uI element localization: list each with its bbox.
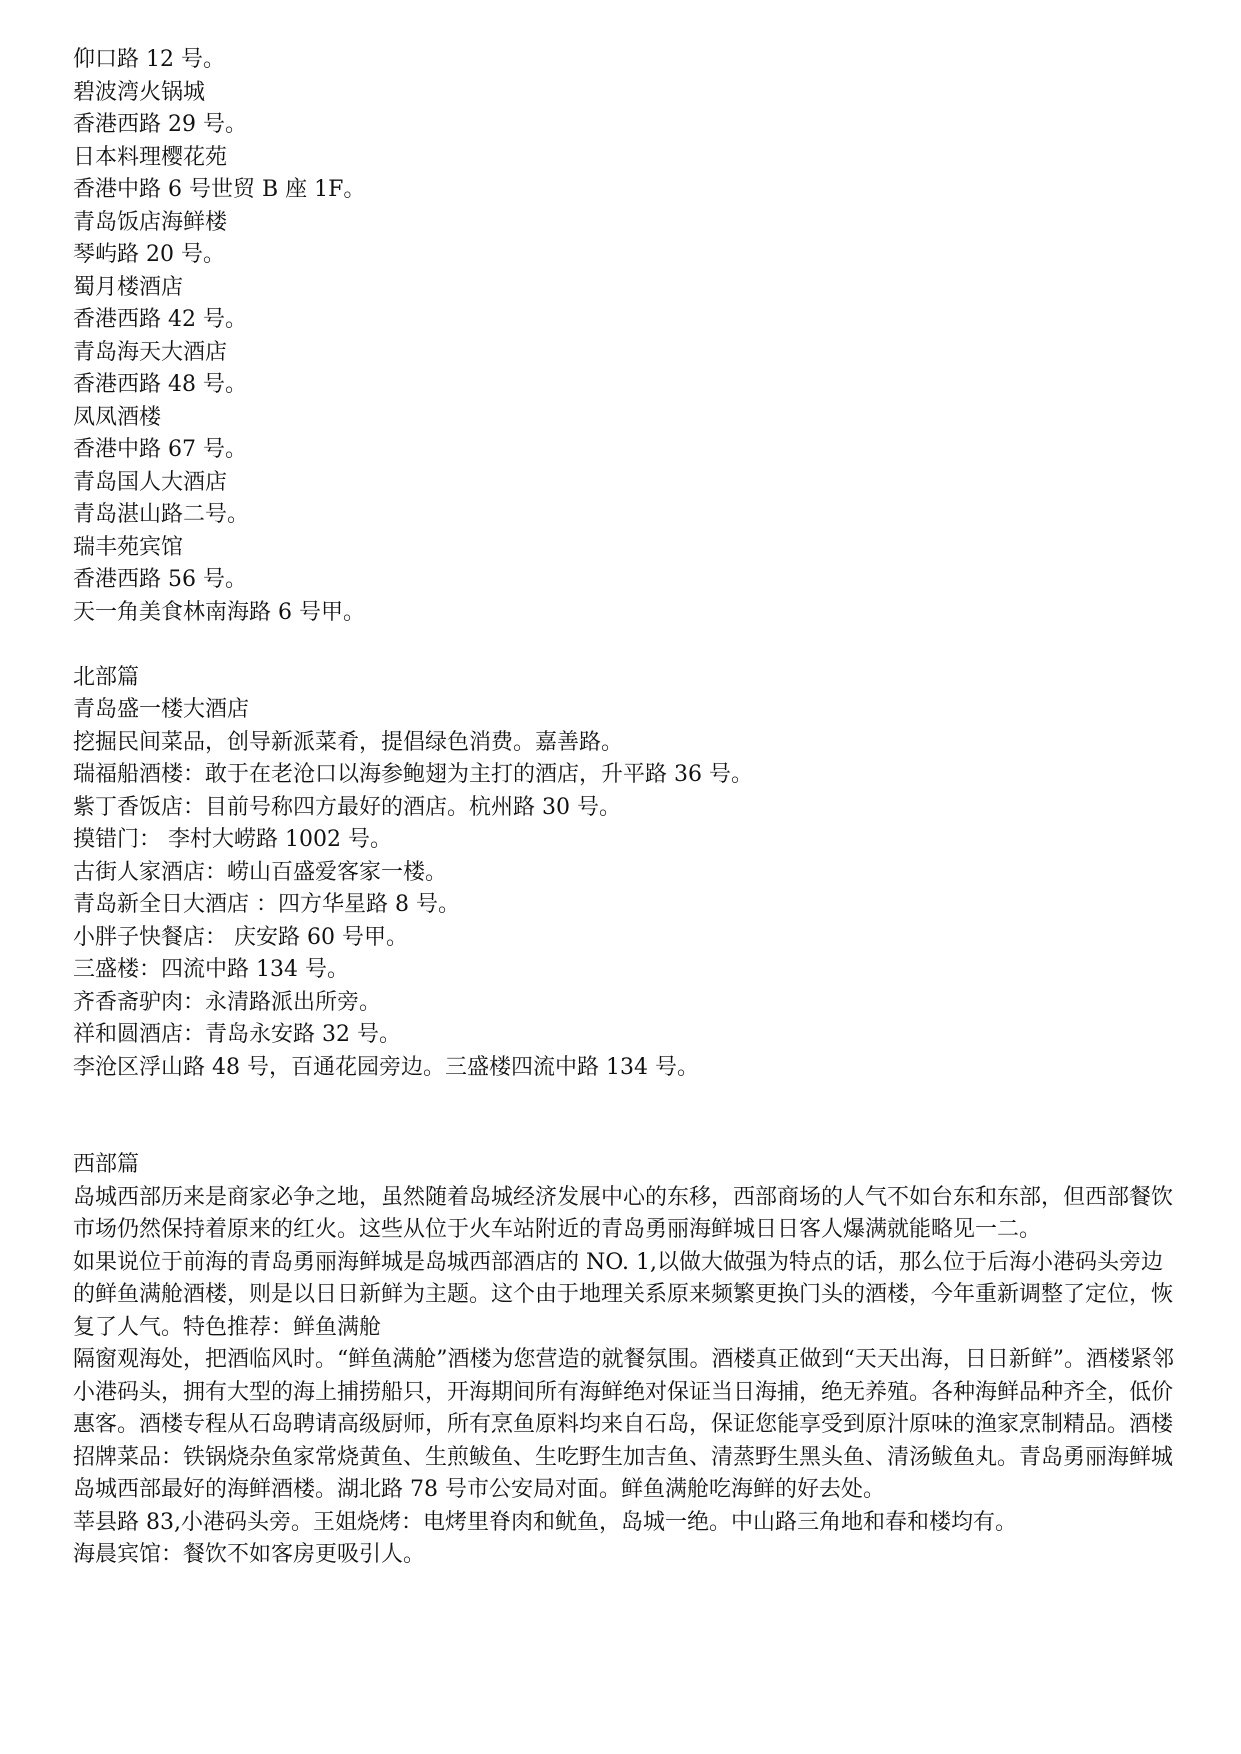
list-line: 挖掘民间菜品，创导新派菜肴，提倡绿色消费。嘉善路。 [73, 729, 624, 755]
paragraph: 岛城西部历来是商家必争之地，虽然随着岛城经济发展中心的东移，西部商场的人气不如台东和东部，但西部餐饮市场仍然保持着原来的红火。这些从位于火车站附近的青岛勇丽海鲜城日日客人爆满就能略见一二。 [73, 1184, 1174, 1242]
list-line: 祥和圆酒店：青岛永安路 32 号。 [73, 1022, 401, 1047]
list-line: 三盛楼：四流中路 134 号。 [73, 957, 349, 982]
paragraph: 莘县路 83,小港码头旁。王姐烧烤：电烤里脊肉和鱿鱼，岛城一绝。中山路三角地和春和楼均有。 [73, 1509, 1017, 1535]
list-line: 瑞丰苑宾馆 [73, 534, 184, 560]
list-line: 碧波湾火锅城 [73, 79, 206, 105]
list-line: 青岛海天大酒店 [73, 339, 228, 365]
list-line: 摸错门： 李村大崂路 1002 号。 [73, 827, 392, 852]
paragraph: 岛城西部最好的海鲜酒楼。湖北路 78 号市公安局对面。鲜鱼满舱吃海鲜的好去处。 [73, 1477, 885, 1502]
list-line: 青岛湛山路二号。 [73, 502, 250, 527]
document-page [73, 44, 1183, 1572]
list-line: 青岛国人大酒店 [73, 469, 228, 495]
section-heading-west: 西部篇 [73, 1152, 140, 1177]
list-line: 齐香斋驴肉：永清路派出所旁。 [73, 989, 382, 1015]
list-line: 香港西路 48 号。 [73, 372, 247, 397]
section-heading-north: 北部篇 [73, 664, 140, 690]
paragraph: 海晨宾馆：餐饮不如客房更吸引人。 [73, 1542, 426, 1567]
list-line: 香港西路 56 号。 [73, 567, 247, 592]
list-line: 李沧区浮山路 48 号，百通花园旁边。三盛楼四流中路 134 号。 [73, 1054, 699, 1080]
list-line: 凤凤酒楼 [73, 404, 162, 430]
list-line: 香港西路 29 号。 [73, 112, 247, 137]
list-line: 小胖子快餐店： 庆安路 60 号甲。 [73, 924, 408, 950]
list-line: 紫丁香饭店：目前号称四方最好的酒店。杭州路 30 号。 [73, 794, 621, 820]
north-section [73, 662, 1183, 1085]
section-spacer [73, 629, 1183, 662]
list-line: 瑞福船酒楼：敢于在老沧口以海参鲍翅为主打的酒店，升平路 36 号。 [73, 762, 753, 787]
list-line: 香港西路 42 号。 [73, 307, 247, 332]
list-line: 香港中路 6 号世贸 B 座 1F。 [73, 177, 366, 202]
list-line: 蜀月楼酒店 [73, 274, 184, 300]
list-line: 青岛新全日大酒店 ：四方华星路 8 号。 [73, 892, 460, 917]
list-line: 香港中路 67 号。 [73, 437, 247, 462]
paragraph: 如果说位于前海的青岛勇丽海鲜城是岛城西部酒店的 NO. 1,以做大做强为特点的话，那么位于后海小港码头旁边的鲜鱼满舱酒楼，则是以日日新鲜为主题。这个由于地理关系原来频繁更换门头的酒楼，今年重新调整了定位，恢复了人气。特色推荐：鲜鱼满舱 [73, 1249, 1174, 1340]
list-line: 仰口路 12 号。 [73, 47, 225, 72]
list-line: 青岛饭店海鲜楼 [73, 209, 228, 235]
list-line: 天一角美食林南海路 6 号甲。 [73, 599, 365, 625]
section-spacer [73, 1084, 1183, 1149]
list-line: 日本料理樱花苑 [73, 144, 228, 170]
list-line: 琴屿路 20 号。 [73, 242, 225, 267]
west-section [73, 1149, 1183, 1572]
paragraph: 隔窗观海处，把酒临风时。“鲜鱼满舱”酒楼为您营造的就餐氛围。酒楼真正做到“天天出海，日日新鲜”。酒楼紧邻小港码头，拥有大型的海上捕捞船只，开海期间所有海鲜绝对保证当日海捕，绝无养殖。各种海鲜品种齐全，低价惠客。酒楼专程从石岛聘请高级厨师，所有烹鱼原料均来自石岛，保证您能享受到原汁原味的渔家烹制精品。酒楼招牌菜品：铁锅烧杂鱼家常烧黄鱼、生煎鲅鱼、生吃野生加吉鱼、清蒸野生黑头鱼、清汤鲅鱼丸。青岛勇丽海鲜城 [73, 1347, 1174, 1470]
south-restaurant-list [73, 44, 1183, 629]
list-line: 青岛盛一楼大酒店 [73, 697, 250, 722]
list-line: 古街人家酒店：崂山百盛爱客家一楼。 [73, 859, 448, 885]
